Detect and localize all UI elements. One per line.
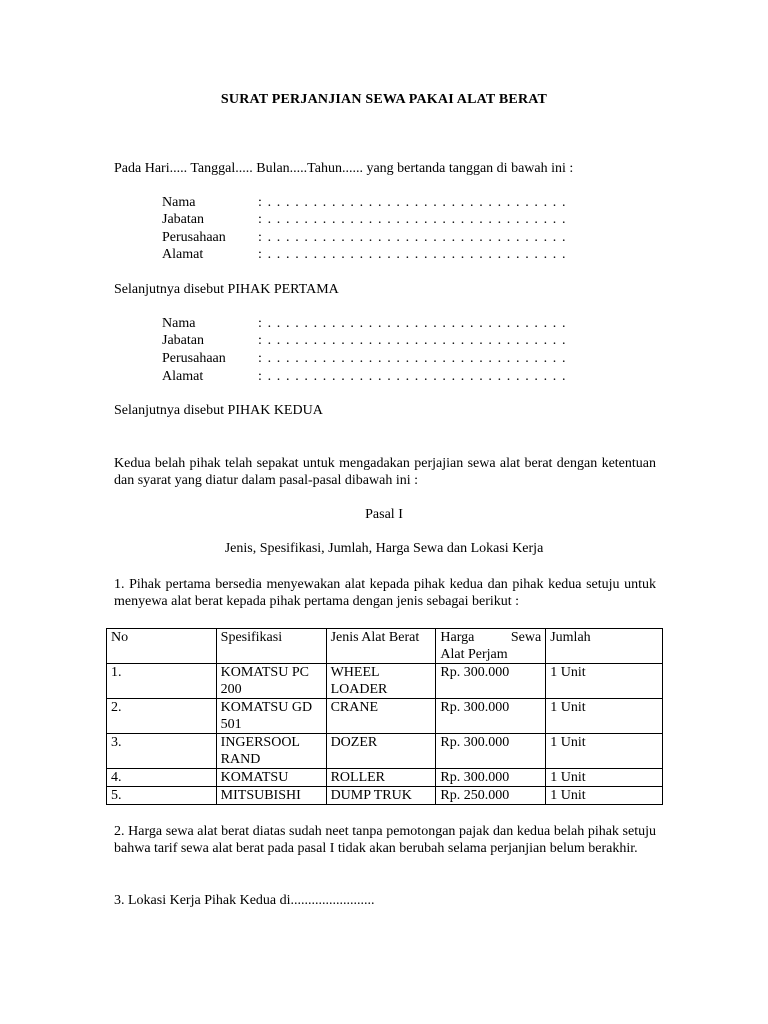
table-row bbox=[107, 769, 663, 787]
cell-jumlah: 1 Unit bbox=[546, 769, 663, 787]
table-row bbox=[107, 699, 663, 734]
pihak1-field-jabatan: Jabatan bbox=[162, 212, 204, 227]
pihak2-field-jabatan: Jabatan bbox=[162, 333, 204, 348]
header-jenis: Jenis Alat Berat bbox=[326, 629, 436, 664]
pihak1-blank-nama: : . . . . . . . . . . . . . . . . . . . . . . . . . . . . . . . . . bbox=[258, 195, 567, 210]
cell-jenis: ROLLER bbox=[326, 769, 436, 787]
pihak1-field-nama: Nama bbox=[162, 195, 196, 210]
clause-1: 1. Pihak pertama bersedia menyewakan alat kepada pihak kedua dan pihak kedua setuju untuk menyewa alat berat kepada pihak pertama dengan jenis sebagai berikut : bbox=[114, 577, 656, 609]
cell-no: 1. bbox=[107, 664, 217, 699]
pihak2-field-perusahaan: Perusahaan bbox=[162, 351, 226, 366]
cell-spec: KOMATSU GD 501 bbox=[216, 699, 326, 734]
cell-spec: KOMATSU bbox=[216, 769, 326, 787]
cell-jumlah: 1 Unit bbox=[546, 787, 663, 805]
clause-2: 2. Harga sewa alat berat diatas sudah neet tanpa pemotongan pajak dan kedua belah pihak setuju bahwa tarif sewa alat berat pada pasal I tidak akan berubah selama perjanjian belum berakhir. bbox=[114, 824, 656, 856]
cell-jenis: WHEEL LOADER bbox=[326, 664, 436, 699]
cell-harga: Rp. 300.000 bbox=[436, 769, 546, 787]
pihak2-blank-alamat: : . . . . . . . . . . . . . . . . . . . . . . . . . . . . . . . . . bbox=[258, 369, 567, 384]
header-no: No bbox=[107, 629, 217, 664]
cell-spec: KOMATSU PC 200 bbox=[216, 664, 326, 699]
cell-no: 4. bbox=[107, 769, 217, 787]
header-harga-word1: Harga bbox=[440, 630, 475, 645]
table-header-row bbox=[107, 629, 663, 664]
cell-spec: INGERSOOL RAND bbox=[216, 734, 326, 769]
pihak1-field-alamat: Alamat bbox=[162, 247, 204, 262]
cell-jumlah: 1 Unit bbox=[546, 664, 663, 699]
cell-no: 5. bbox=[107, 787, 217, 805]
table-row bbox=[107, 787, 663, 805]
pihak1-field-perusahaan: Perusahaan bbox=[162, 230, 226, 245]
pasal-subtitle: Jenis, Spesifikasi, Jumlah, Harga Sewa dan Lokasi Kerja bbox=[224, 541, 544, 556]
cell-no: 3. bbox=[107, 734, 217, 769]
pihak2-blank-perusahaan: : . . . . . . . . . . . . . . . . . . . . . . . . . . . . . . . . . bbox=[258, 351, 567, 366]
equipment-table bbox=[106, 628, 663, 805]
pihak2-blank-jabatan: : . . . . . . . . . . . . . . . . . . . . . . . . . . . . . . . . . bbox=[258, 333, 567, 348]
header-harga-word2: Sewa bbox=[510, 630, 542, 645]
cell-harga: Rp. 250.000 bbox=[436, 787, 546, 805]
cell-jumlah: 1 Unit bbox=[546, 699, 663, 734]
pihak2-blank-nama: : . . . . . . . . . . . . . . . . . . . . . . . . . . . . . . . . . bbox=[258, 316, 567, 331]
cell-harga: Rp. 300.000 bbox=[436, 664, 546, 699]
document-title: SURAT PERJANJIAN SEWA PAKAI ALAT BERAT bbox=[220, 92, 548, 107]
table-row bbox=[107, 734, 663, 769]
pihak1-blank-perusahaan: : . . . . . . . . . . . . . . . . . . . . . . . . . . . . . . . . . bbox=[258, 230, 567, 245]
header-spesifikasi: Spesifikasi bbox=[216, 629, 326, 664]
pihak1-label: Selanjutnya disebut PIHAK PERTAMA bbox=[114, 282, 339, 297]
pihak2-field-alamat: Alamat bbox=[162, 369, 204, 384]
header-jumlah: Jumlah bbox=[546, 629, 663, 664]
cell-jenis: DUMP TRUK bbox=[326, 787, 436, 805]
header-harga-line2: Alat Perjam bbox=[440, 647, 508, 662]
cell-jumlah: 1 Unit bbox=[546, 734, 663, 769]
header-harga bbox=[436, 629, 546, 664]
pihak2-label: Selanjutnya disebut PIHAK KEDUA bbox=[114, 403, 323, 418]
agreement-paragraph: Kedua belah pihak telah sepakat untuk mengadakan perjajian sewa alat berat dengan ketentuan dan syarat yang diatur dalam pasal-pasal dibawah ini : bbox=[114, 456, 656, 488]
clause-3: 3. Lokasi Kerja Pihak Kedua di........................ bbox=[114, 893, 375, 908]
cell-jenis: DOZER bbox=[326, 734, 436, 769]
cell-no: 2. bbox=[107, 699, 217, 734]
pihak1-blank-alamat: : . . . . . . . . . . . . . . . . . . . . . . . . . . . . . . . . . bbox=[258, 247, 567, 262]
intro-line: Pada Hari..... Tanggal..... Bulan.....Tahun...... yang bertanda tanggan di bawah ini : bbox=[114, 161, 574, 176]
pihak2-field-nama: Nama bbox=[162, 316, 196, 331]
cell-spec: MITSUBISHI bbox=[216, 787, 326, 805]
table-row bbox=[107, 664, 663, 699]
pasal-title: Pasal I bbox=[365, 507, 403, 522]
cell-harga: Rp. 300.000 bbox=[436, 699, 546, 734]
cell-jenis: CRANE bbox=[326, 699, 436, 734]
cell-harga: Rp. 300.000 bbox=[436, 734, 546, 769]
pihak1-blank-jabatan: : . . . . . . . . . . . . . . . . . . . . . . . . . . . . . . . . . bbox=[258, 212, 567, 227]
